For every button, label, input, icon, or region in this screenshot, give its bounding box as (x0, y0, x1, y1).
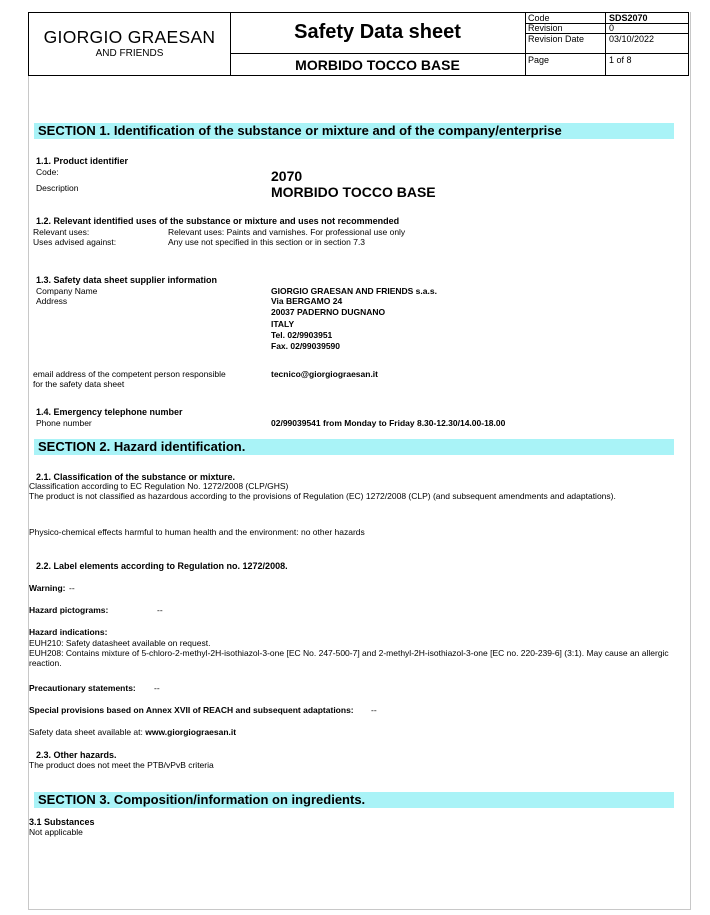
special-provisions-label: Special provisions based on Annex XVII of REACH and subsequent adaptations: (29, 705, 354, 715)
meta-revision-value: 0 (609, 23, 615, 33)
sds-available-label: Safety data sheet available at: (29, 727, 143, 737)
euh210-statement: EUH210: Safety datasheet available on request. (29, 638, 211, 648)
precautionary-label: Precautionary statements: (29, 683, 136, 693)
document-title: Safety Data sheet (294, 21, 461, 43)
meta-revision-date-label: Revision Date (528, 34, 585, 44)
company-name-value: GIORGIO GRAESAN AND FRIENDS s.a.s. (271, 286, 437, 296)
address-label: Address (36, 296, 68, 306)
classification-regulation: Classification according to EC Regulation No. 1272/2008 (CLP/GHS) (29, 481, 289, 491)
section-2-title: SECTION 2. Hazard identification. (38, 439, 246, 454)
uses-against-value: Any use not specified in this section or in section 7.3 (168, 237, 366, 247)
relevant-uses-label: Relevant uses: (33, 227, 90, 237)
product-code-label: Code: (36, 167, 59, 177)
section-3-header (34, 792, 674, 808)
meta-divider (525, 53, 688, 54)
subsection-3-1-title: 3.1 Substances (29, 817, 95, 827)
section-1-title: SECTION 1. Identification of the substance or mixture and of the company/enterprise (38, 123, 562, 138)
section-3-title: SECTION 3. Composition/information on ingredients. (38, 792, 366, 807)
document-header (28, 12, 689, 76)
subsection-2-1-title: 2.1. Classification of the substance or mixture. (36, 472, 236, 482)
phone-value: 02/99039541 from Monday to Friday 8.30-12.30/14.00-18.00 (271, 418, 506, 428)
classification-paragraph: The product is not classified as hazardous according to the provisions of Regulation (EC) 1272/2008 (CLP) (and subsequent amendments and adaptations). (29, 491, 616, 501)
subsection-2-3-title: 2.3. Other hazards. (36, 750, 117, 760)
product-description-value: MORBIDO TOCCO BASE (271, 184, 436, 200)
title-divider (230, 53, 525, 54)
uses-against-label: Uses advised against: (33, 237, 117, 247)
subsection-1-4-title: 1.4. Emergency telephone number (36, 407, 183, 417)
section-1-header (34, 123, 674, 139)
email-label-line-2: for the safety data sheet (33, 379, 125, 389)
other-hazards-text: The product does not meet the PTB/vPvB criteria (29, 760, 214, 770)
precautionary-value: -- (154, 683, 160, 693)
company-name-label: Company Name (36, 286, 98, 296)
page-border (28, 12, 691, 910)
section-2-header (34, 439, 674, 455)
meta-row-revision (525, 23, 688, 33)
hazard-indications-label: Hazard indications: (29, 627, 108, 637)
address-line: Fax. 02/99039590 (271, 341, 341, 351)
relevant-uses-value: Relevant uses: Paints and varnishes. For professional use only (168, 227, 406, 237)
meta-page-label: Page (528, 55, 550, 65)
meta-revision-label: Revision (528, 23, 563, 33)
special-provisions-value: -- (371, 705, 377, 715)
hazard-pictograms-label: Hazard pictograms: (29, 605, 109, 615)
physico-chemical-effects: Physico-chemical effects harmful to human health and the environment: no other hazards (29, 527, 365, 537)
meta-row-code (525, 13, 688, 23)
phone-label: Phone number (36, 418, 92, 428)
meta-row-revision-date (525, 34, 688, 44)
sds-available-at (29, 727, 236, 737)
meta-row-page (525, 55, 688, 65)
subsection-1-1-title: 1.1. Product identifier (36, 156, 129, 166)
meta-revision-date-value: 03/10/2022 (609, 34, 655, 44)
meta-code-label: Code (528, 13, 550, 23)
warning-value: -- (69, 583, 75, 593)
meta-page-value: 1 of 8 (609, 55, 632, 65)
address-line: Via BERGAMO 24 (271, 296, 343, 306)
meta-code-value: SDS2070 (609, 13, 648, 23)
meta-column-divider (605, 53, 606, 75)
product-description-label: Description (36, 183, 79, 193)
sds-website-link[interactable]: www.giorgiograesan.it (145, 727, 237, 737)
subsection-1-3-title: 1.3. Safety data sheet supplier information (36, 275, 218, 285)
address-line: Tel. 02/9903951 (271, 330, 333, 340)
substances-text: Not applicable (29, 827, 83, 837)
email-label-line-1: email address of the competent person responsible (33, 369, 226, 379)
warning-label: Warning: (29, 583, 66, 593)
hazard-pictograms-value: -- (157, 605, 163, 615)
address-line: 20037 PADERNO DUGNANO (271, 307, 386, 317)
document-meta-table (525, 13, 688, 75)
product-code-value: 2070 (271, 168, 303, 184)
euh208-statement: EUH208: Contains mixture of 5-chloro-2-methyl-2H-isothiazol-3-one [EC No. 247-500-7] and 2-methyl-2H-isothiazol-3-one [EC no. 220-239-6] (3:1). May cause an allergic reaction. (29, 648, 669, 668)
company-brand (29, 13, 231, 75)
address-line: ITALY (271, 319, 295, 329)
subsection-1-2-title: 1.2. Relevant identified uses of the substance or mixture and uses not recommended (36, 216, 400, 226)
title-box (230, 13, 526, 75)
subsection-2-2-title: 2.2. Label elements according to Regulation no. 1272/2008. (36, 561, 288, 571)
email-value[interactable]: tecnico@giorgiograesan.it (271, 369, 379, 379)
product-title: MORBIDO TOCCO BASE (295, 57, 460, 73)
brand-name: GIORGIO GRAESAN (43, 27, 216, 47)
brand-subtitle: AND FRIENDS (95, 48, 164, 59)
